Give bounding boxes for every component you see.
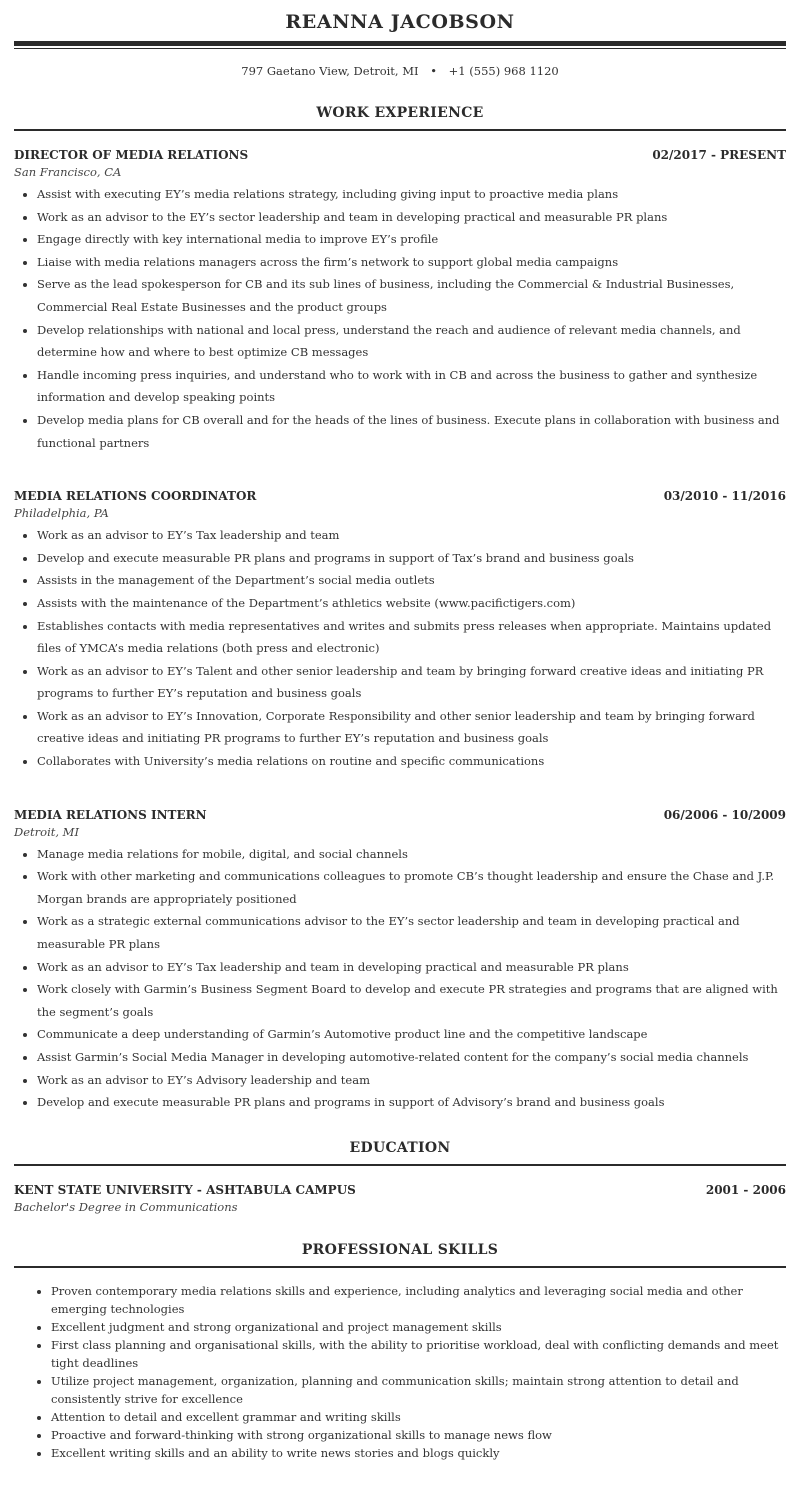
duty-item: • Work as an advisor to EY’s Innovation, Corporate Responsibility and other senior leadership and team by bringing forward creative ideas and initiating PR programs to further EY’s reputation and business goals [37, 705, 786, 750]
header-divider [14, 41, 786, 49]
job-header [14, 806, 786, 824]
job-dates: 06/2006 - 10/2009 [663, 807, 786, 822]
duty-item: • Manage media relations for mobile, digital, and social channels [37, 843, 786, 866]
job-entry [14, 806, 786, 1114]
duty-item: • Work with other marketing and communications colleagues to promote CB’s thought leadership and ensure the Chase and J.P. Morgan brands are appropriately positioned [37, 865, 786, 910]
contact-address: 797 Gaetano View, Detroit, MI [241, 64, 419, 78]
skill-item: • Utilize project management, organization, planning and communication skills; maintain strong attention to detail and consistently strive for excellence [51, 1372, 786, 1408]
job-dates: 03/2010 - 11/2016 [663, 489, 786, 504]
duty-item: • Engage directly with key international media to improve EY’s profile [37, 228, 786, 251]
duty-item: • Assists with the maintenance of the Department’s athletics website (www.pacifictigers.com) [37, 592, 786, 615]
job-header [14, 146, 786, 164]
skill-item: • Attention to detail and excellent grammar and writing skills [51, 1408, 786, 1426]
duty-item: • Work as a strategic external communications advisor to the EY’s sector leadership and team in developing practical and measurable PR plans [37, 910, 786, 955]
job-location: Philadelphia, PA [14, 506, 109, 521]
duty-item: • Work as an advisor to EY’s Tax leadership and team [37, 524, 786, 547]
job-entry [14, 487, 786, 773]
skill-item: • Excellent judgment and strong organizational and project management skills [51, 1318, 786, 1336]
education-dates: 2001 - 2006 [705, 1182, 786, 1197]
duty-item: • Work as an advisor to EY’s Advisory leadership and team [37, 1069, 786, 1092]
candidate-name: REANNA JACOBSON [285, 11, 515, 33]
degree: Bachelor's Degree in Communications [14, 1199, 238, 1214]
skill-item: • Proactive and forward-thinking with strong organizational skills to manage news flow [51, 1426, 786, 1444]
job-entry [14, 146, 786, 454]
duty-item: • Establishes contacts with media representatives and writes and submits press releases when appropriate. Maintains updated files of YMCA’s media relations (both press and electronic) [37, 615, 786, 660]
duty-item: • Develop relationships with national and local press, understand the reach and audience of relevant media channels, and determine how and where to best optimize CB messages [37, 319, 786, 364]
contact-phone: +1 (555) 968 1120 [448, 64, 559, 78]
skill-item: • First class planning and organisational skills, with the ability to prioritise workload, deal with conflicting demands and meet tight deadlines [51, 1336, 786, 1372]
duty-item: • Work as an advisor to EY’s Talent and other senior leadership and team by bringing forward creative ideas and initiating PR programs to further EY’s reputation and business goals [37, 660, 786, 705]
job-location: Detroit, MI [14, 824, 79, 839]
skill-item: • Proven contemporary media relations skills and experience, including analytics and leveraging social media and other emerging technologies [51, 1282, 786, 1318]
education-header [14, 1181, 786, 1199]
job-title: DIRECTOR OF MEDIA RELATIONS [14, 148, 249, 162]
duty-item: • Work closely with Garmin’s Business Segment Board to develop and execute PR strategies and programs that are aligned with the segment’s goals [37, 978, 786, 1023]
duty-item: • Develop and execute measurable PR plans and programs in support of Tax’s brand and business goals [37, 547, 786, 570]
duty-item: • Develop media plans for CB overall and for the heads of the lines of business. Execute plans in collaboration with business and functional partners [37, 409, 786, 454]
duty-item: • Work as an advisor to the EY’s sector leadership and team in developing practical and measurable PR plans [37, 206, 786, 229]
school-name: KENT STATE UNIVERSITY - ASHTABULA CAMPUS [14, 1182, 356, 1197]
duty-item: • Handle incoming press inquiries, and understand who to work with in CB and across the business to gather and synthesize information and develop speaking points [37, 364, 786, 409]
duty-item: • Work as an advisor to EY’s Tax leadership and team in developing practical and measurable PR plans [37, 956, 786, 979]
skills-list [14, 1282, 786, 1462]
duty-item: • Liaise with media relations managers across the firm’s network to support global media campaigns [37, 251, 786, 274]
duty-item: • Assist Garmin’s Social Media Manager in developing automotive-related content for the company’s social media channels [37, 1046, 786, 1069]
professional-skills-heading: PROFESSIONAL SKILLS [14, 1240, 786, 1268]
duty-item: • Communicate a deep understanding of Garmin’s Automotive product line and the competitive landscape [37, 1023, 786, 1046]
education-entry [14, 1181, 786, 1216]
duty-item: • Develop and execute measurable PR plans and programs in support of Advisory’s brand and business goals [37, 1091, 786, 1114]
duty-item: • Collaborates with University’s media relations on routine and specific communications [37, 750, 786, 773]
education-heading: EDUCATION [14, 1138, 786, 1166]
contact-line [14, 63, 786, 79]
duty-item: • Assists in the management of the Department’s social media outlets [37, 569, 786, 592]
contact-separator: • [430, 64, 438, 78]
work-experience-heading: WORK EXPERIENCE [14, 103, 786, 131]
job-title: MEDIA RELATIONS COORDINATOR [14, 489, 257, 504]
job-header [14, 487, 786, 505]
job-duties [14, 183, 786, 454]
skill-item: • Excellent writing skills and an ability to write news stories and blogs quickly [51, 1444, 786, 1462]
job-dates: 02/2017 - PRESENT [652, 148, 786, 162]
job-duties [14, 524, 786, 773]
job-title: MEDIA RELATIONS INTERN [14, 807, 207, 822]
job-location: San Francisco, CA [14, 165, 122, 179]
duty-item: • Serve as the lead spokesperson for CB and its sub lines of business, including the Commercial & Industrial Businesses, Commercial Real Estate Businesses and the product groups [37, 273, 786, 318]
job-duties [14, 843, 786, 1114]
duty-item: • Assist with executing EY’s media relations strategy, including giving input to proactive media plans [37, 183, 786, 206]
